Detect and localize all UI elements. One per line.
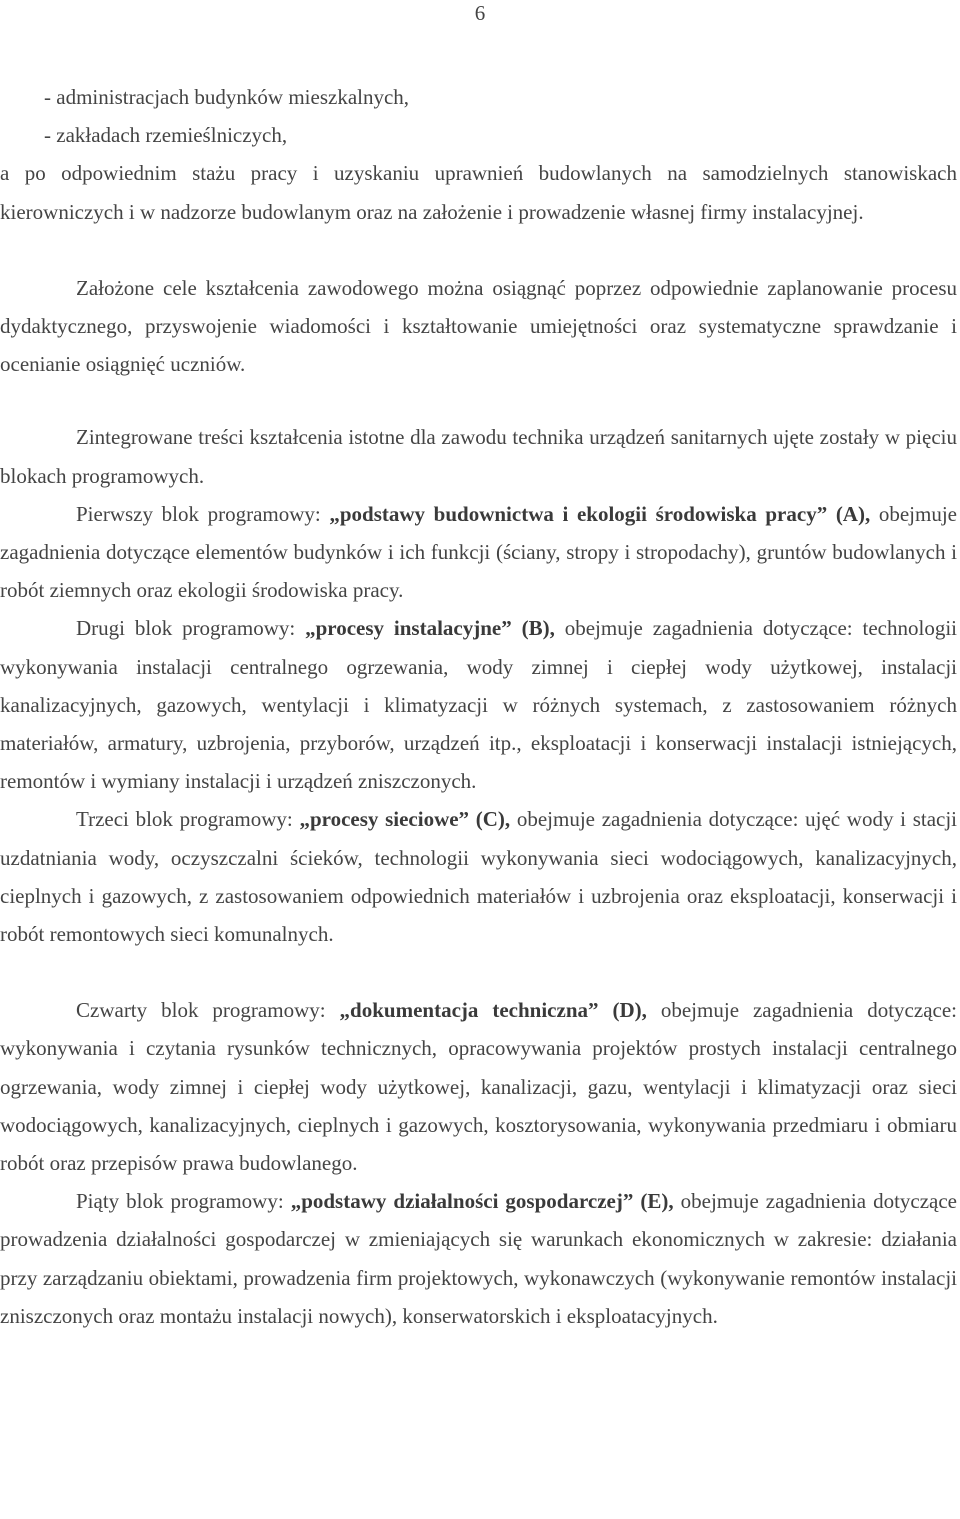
block-lead: Pierwszy blok programowy:: [76, 501, 330, 526]
block-lead: Trzeci blok programowy:: [76, 807, 300, 832]
block-b-paragraph: [0, 609, 957, 800]
block-title: „podstawy budownictwa i ekologii środowiska pracy” (A),: [329, 501, 871, 526]
block-text: obejmuje zagadnienia dotyczące: ujęć wody i stacji uzdatniania wody, oczyszczalni ścieków, technologii wykonywania sieci wodociągowych, kanalizacyjnych, cieplnych i gazowych, z zastosowaniem odpowiednich materiałów i uzbrojenia oraz eksploatacji, konserwacji i robót remontowych sieci komunalnych.: [0, 807, 958, 947]
intro-paragraph: a po odpowiednim stażu pracy i uzyskaniu uprawnień budowlanych na samodzielnych stanowiskach kierowniczych i w nadzorze budowlanym oraz na założenie i prowadzenie własnej firmy instalacyjnej.: [0, 161, 957, 224]
list-item: - administracjach budynków mieszkalnych,: [44, 85, 410, 109]
block-text: obejmuje zagadnienia dotyczące elementów budynków i ich funkcji (ściany, stropy i stropodachy), gruntów budowlanych i robót ziemnych oraz ekologii środowiska pracy.: [0, 501, 958, 603]
block-lead: Drugi blok programowy:: [76, 616, 306, 641]
page-number: 6: [474, 1, 486, 25]
block-text: obejmuje zagadnienia dotyczące prowadzenia działalności gospodarczej w zmieniających się warunkach ekonomicznych w zakresie: działania przy zarządzaniu obiektami, prowadzenia firm projektowych, wykonawczych (wykonywanie remontów instalacji zniszczonych oraz montażu instalacji nowych), konserwatorskich i eksploatacyjnych.: [0, 1189, 958, 1328]
block-lead: Piąty blok programowy:: [76, 1189, 291, 1214]
block-c-paragraph: [0, 800, 957, 953]
goals-paragraph: Założone cele kształcenia zawodowego można osiągnąć poprzez odpowiednie zaplanowanie procesu dydaktycznego, przyswojenie wiadomości i kształtowanie umiejętności oraz systematyczne sprawdzanie i ocenianie osiągnięć uczniów.: [0, 275, 957, 377]
block-title: „podstawy działalności gospodarczej” (E),: [290, 1189, 674, 1214]
block-title: „dokumentacja techniczna” (D),: [339, 998, 647, 1023]
list-item: - zakładach rzemieślniczych,: [44, 123, 288, 148]
block-lead: Czwarty blok programowy:: [76, 998, 340, 1023]
blocks-intro-paragraph: Zintegrowane treści kształcenia istotne dla zawodu technika urządzeń sanitarnych ujęte zostały w pięciu blokach programowych.: [0, 425, 957, 488]
block-d-paragraph: [0, 991, 957, 1182]
block-a-paragraph: [0, 495, 957, 610]
document-body: [0, 78, 957, 1335]
block-text: obejmuje zagadnienia dotyczące: technologii wykonywania instalacji centralnego ogrzewania, wody zimnej i ciepłej wody użytkowej, instalacji kanalizacyjnych, gazowych, wentylacji i klimatyzacji w różnych systemach, z zastosowaniem różnych materiałów, armatury, uzbrojenia, przyborów, urządzeń itp., eksploatacji i konserwacji instalacji istniejących, remontów i wymiany instalacji i urządzeń zniszczonych.: [0, 616, 957, 794]
block-text: obejmuje zagadnienia dotyczące: wykonywania i czytania rysunków technicznych, opracowywania projektów prostych instalacji centralnego ogrzewania, wody zimnej i ciepłej wody użytkowej, kanalizacji, gazu, wentylacji i klimatyzacji oraz sieci wodociągowych, kanalizacyjnych, cieplnych i gazowych, kosztorysowania, wykonywania przedmiaru i obmiaru robót oraz przepisów prawa budowlanego.: [0, 998, 957, 1176]
block-title: „procesy instalacyjne” (B),: [305, 616, 555, 641]
block-e-paragraph: [0, 1182, 957, 1335]
block-title: „procesy sieciowe” (C),: [299, 807, 511, 832]
